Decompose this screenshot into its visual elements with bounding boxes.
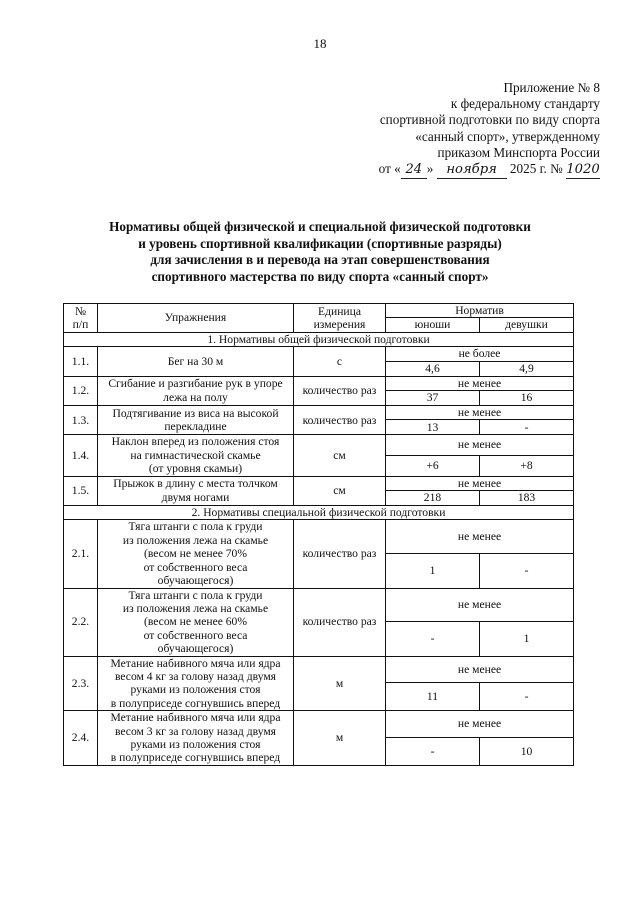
exercise-line: перекладине: [164, 420, 227, 434]
unit-cell: м: [294, 656, 386, 711]
exercise-cell: [98, 347, 294, 376]
row-number: 1.2.: [64, 376, 98, 405]
header-exercise: Упражнения: [98, 304, 294, 333]
row-number: 2.2.: [64, 588, 98, 656]
unit-cell: количество раз: [294, 588, 386, 656]
exercise-line: Тяга штанги с пола к груди: [128, 588, 263, 602]
exercise-line: Прыжок в длину с места толчком: [113, 477, 278, 491]
exercise-cell: [98, 711, 294, 766]
exercise-line: (весом не менее 70%: [143, 547, 248, 561]
value-boys: 218: [386, 491, 480, 506]
exercise-line: руками из положения стоя: [130, 737, 261, 751]
header-number-line1: №: [74, 304, 87, 318]
table-body: [64, 304, 574, 766]
exercise-line: обучающегося): [157, 642, 234, 656]
handwritten-month: ноября: [437, 162, 507, 179]
exercise-line: обучающегося): [157, 574, 234, 588]
exercise-line: Наклон вперед из положения стоя: [111, 435, 280, 449]
exercise-line: лежа на полу: [163, 390, 228, 404]
exercise-line: от собственного веса: [143, 560, 248, 574]
section-row: [64, 506, 574, 520]
value-boys: +6: [386, 455, 480, 476]
exercise-line: от собственного веса: [143, 628, 248, 642]
exercise-line: из положения лежа на скамье: [122, 533, 269, 547]
value-boys: 4,6: [386, 361, 480, 376]
value-girls: -: [480, 420, 574, 435]
value-boys: 13: [386, 420, 480, 435]
exercise-cell: [98, 406, 294, 435]
section-title: 2. Нормативы специальной физической подготовки: [64, 506, 574, 520]
table-row: [64, 406, 574, 420]
norm-qualifier: не менее: [386, 711, 574, 738]
unit-cell: с: [294, 347, 386, 376]
table-row: [64, 588, 574, 621]
exercise-line: Сгибание и разгибание рук в упоре: [108, 377, 283, 391]
exercise-cell: [98, 435, 294, 476]
exercise-cell: [98, 476, 294, 505]
exercise-cell: [98, 520, 294, 588]
handwritten-day: 24: [401, 162, 427, 179]
norm-qualifier: не менее: [386, 588, 574, 621]
exercise-line: весом 4 кг за голову назад двумя: [114, 669, 277, 683]
exercise-line: (от уровня скамьи): [148, 462, 243, 476]
row-number: 2.1.: [64, 520, 98, 588]
document-title: [40, 219, 600, 285]
value-boys: -: [386, 737, 480, 765]
unit-cell: см: [294, 435, 386, 476]
norm-qualifier: не менее: [386, 435, 574, 455]
value-girls: 16: [480, 391, 574, 406]
header-number-line2: п/п: [72, 317, 89, 331]
appendix-line: приказом Минспорта России: [437, 144, 600, 160]
title-line: спортивного мастерства по виду спорта «санный спорт»: [151, 268, 489, 284]
table-row: [64, 347, 574, 361]
row-number: 2.3.: [64, 656, 98, 711]
value-girls: 10: [480, 737, 574, 765]
unit-cell: количество раз: [294, 520, 386, 588]
row-number: 1.4.: [64, 435, 98, 476]
title-line: и уровень спортивной квалификации (спортивные разряды): [138, 235, 502, 251]
appendix-block: [320, 80, 600, 179]
row-number: 1.1.: [64, 347, 98, 376]
exercise-line: руками из положения стоя: [130, 683, 261, 697]
unit-cell: количество раз: [294, 376, 386, 405]
appendix-line: «санный спорт», утвержденному: [415, 128, 600, 144]
appendix-line: к федеральному стандарту: [450, 96, 600, 112]
header-unit-line1: Единица: [318, 304, 361, 318]
header-unit-line2: измерения: [313, 317, 366, 331]
date-year: 2025 г. №: [509, 161, 563, 177]
row-number: 1.3.: [64, 406, 98, 435]
value-girls: -: [480, 553, 574, 588]
value-boys: 37: [386, 391, 480, 406]
norm-qualifier: не менее: [386, 476, 574, 490]
title-line: Нормативы общей физической и специальной физической подготовки: [109, 219, 531, 234]
page-number: 18: [313, 36, 327, 51]
value-girls: -: [480, 683, 574, 711]
unit-cell: см: [294, 476, 386, 505]
exercise-line: на гимнастической скамье: [130, 448, 261, 462]
appendix-line: Приложение № 8: [503, 80, 600, 95]
table-row: [64, 711, 574, 738]
table-row: [64, 656, 574, 683]
exercise-line: Метание набивного мяча или ядра: [110, 656, 281, 670]
table-row: [64, 376, 574, 390]
exercise-line: Бег на 30 м: [167, 354, 224, 368]
norm-qualifier: не менее: [386, 656, 574, 683]
exercise-line: Метание набивного мяча или ядра: [110, 711, 281, 725]
value-boys: 1: [386, 553, 480, 588]
header-norm: Норматив: [386, 304, 574, 318]
row-number: 1.5.: [64, 476, 98, 505]
date-mid: »: [426, 161, 434, 177]
unit-cell: количество раз: [294, 406, 386, 435]
appendix-line: спортивной подготовки по виду спорта: [379, 112, 600, 128]
exercise-line: двумя ногами: [161, 490, 230, 504]
exercise-cell: [98, 656, 294, 711]
exercise-line: (весом не менее 60%: [143, 615, 248, 629]
header-unit: [294, 304, 386, 333]
norm-qualifier: не более: [386, 347, 574, 361]
unit-cell: м: [294, 711, 386, 766]
value-boys: 11: [386, 683, 480, 711]
norm-qualifier: не менее: [386, 376, 574, 390]
row-number: 2.4.: [64, 711, 98, 766]
value-girls: 1: [480, 621, 574, 656]
appendix-date-line: [320, 161, 600, 179]
norms-table: [63, 303, 574, 766]
table-row: [64, 476, 574, 490]
value-girls: 4,9: [480, 361, 574, 376]
header-number: [64, 304, 98, 333]
section-row: [64, 332, 574, 346]
exercise-line: в полуприседе согнувшись вперед: [110, 696, 281, 710]
exercise-line: из положения лежа на скамье: [122, 601, 269, 615]
section-title: 1. Нормативы общей физической подготовки: [64, 332, 574, 346]
header-row: [64, 304, 574, 318]
handwritten-order-number: 1020: [566, 162, 600, 179]
header-boys: юноши: [386, 318, 480, 332]
exercise-cell: [98, 376, 294, 405]
table-row: [64, 435, 574, 455]
title-line: для зачисления в и перевода на этап совершенствования: [150, 252, 490, 268]
exercise-line: в полуприседе согнувшись вперед: [110, 751, 281, 765]
header-girls: девушки: [480, 318, 574, 332]
exercise-line: Тяга штанги с пола к груди: [128, 520, 263, 534]
norm-qualifier: не менее: [386, 406, 574, 420]
value-girls: 183: [480, 491, 574, 506]
exercise-line: Подтягивание из виса на высокой: [112, 406, 279, 420]
exercise-line: весом 3 кг за голову назад двумя: [114, 724, 277, 738]
date-prefix: от «: [378, 161, 401, 177]
value-girls: +8: [480, 455, 574, 476]
table-row: [64, 520, 574, 553]
value-boys: -: [386, 621, 480, 656]
norm-qualifier: не менее: [386, 520, 574, 553]
exercise-cell: [98, 588, 294, 656]
